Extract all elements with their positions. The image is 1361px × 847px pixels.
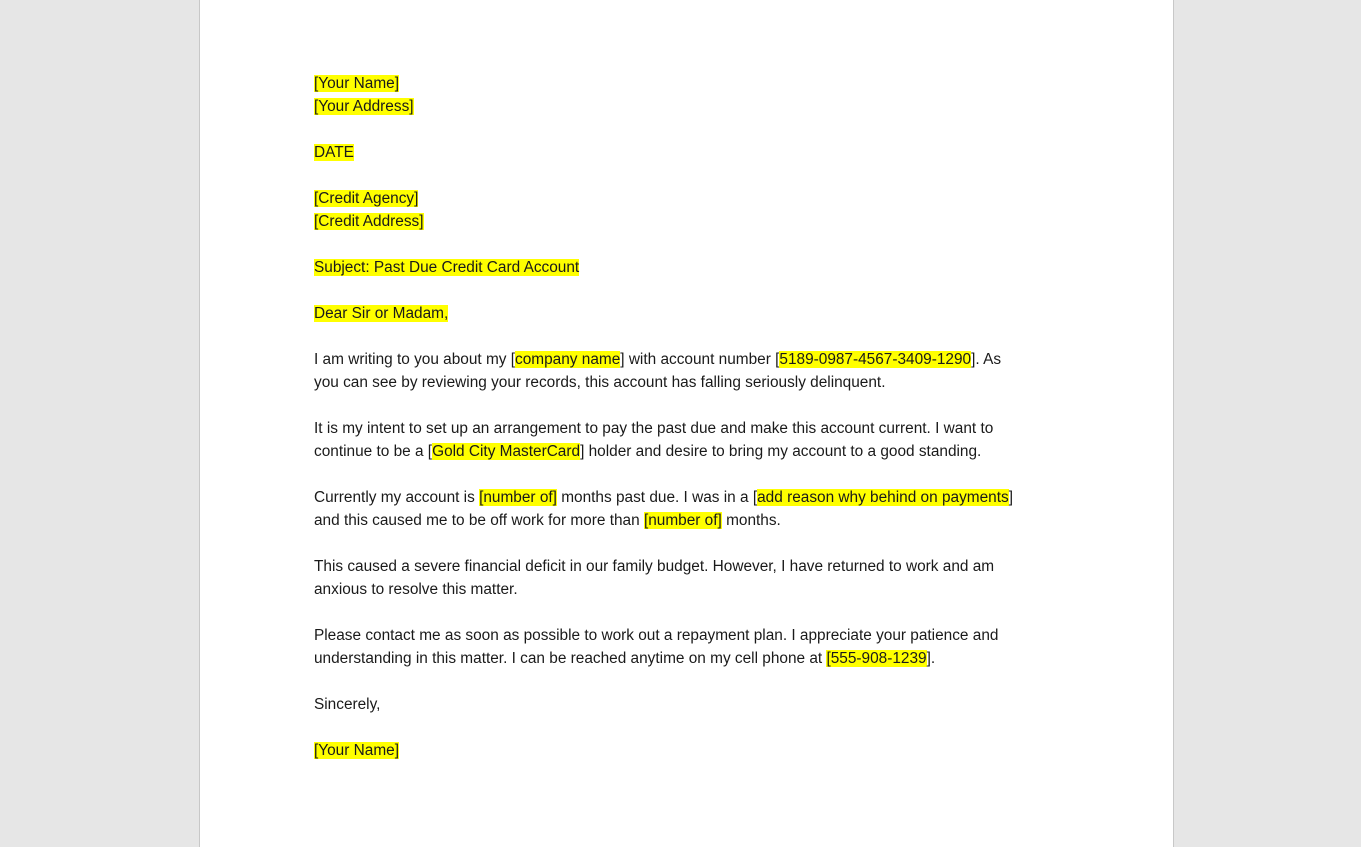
agency-address: [Credit Address] xyxy=(314,213,424,230)
letter-subject: Subject: Past Due Credit Card Account xyxy=(314,259,580,276)
p3-text-4: and this caused me to be off work for more than xyxy=(314,512,644,529)
letter-closing: Sincerely, xyxy=(314,696,381,713)
p1-text-3: ]. As xyxy=(971,351,1002,368)
paragraph-deficit xyxy=(314,555,1059,601)
sender-name: [Your Name] xyxy=(314,75,399,92)
months-past-due-field: [number of] xyxy=(479,489,557,506)
account-number-field: 5189-0987-4567-3409-1290 xyxy=(779,351,972,368)
signature-block xyxy=(314,739,1059,762)
letter-salutation: Dear Sir or Madam, xyxy=(314,305,449,322)
p3-text-5: months. xyxy=(721,512,781,529)
recipient-block xyxy=(314,187,1059,233)
p1-text-2: ] with account number [ xyxy=(620,351,780,368)
p1-text-1: I am writing to you about my [ xyxy=(314,351,516,368)
paragraph-account xyxy=(314,348,1059,394)
closing-block xyxy=(314,693,1059,716)
p3-text-1: Currently my account is xyxy=(314,489,480,506)
p2-line-1: It is my intent to set up an arrangement to pay the past due and make this account current. I want to xyxy=(314,420,994,437)
company-name-field: company name xyxy=(515,351,621,368)
p2-text-1: continue to be a [ xyxy=(314,443,433,460)
p3-text-2: months past due. I was in a [ xyxy=(556,489,758,506)
p4-line-2: anxious to resolve this matter. xyxy=(314,581,518,598)
phone-field: [555-908-1239 xyxy=(826,650,927,667)
paragraph-status xyxy=(314,486,1059,532)
p3-text-3: ] xyxy=(1008,489,1013,506)
document-page[interactable] xyxy=(199,0,1174,847)
letter-body xyxy=(314,72,1059,762)
months-off-work-field: [number of] xyxy=(643,512,722,529)
paragraph-contact xyxy=(314,624,1059,670)
date-block xyxy=(314,141,1059,164)
p4-line-1: This caused a severe financial deficit in our family budget. However, I have returned to work and am xyxy=(314,558,995,575)
reason-field: add reason why behind on payments xyxy=(757,489,1009,506)
p5-text-1: understanding in this matter. I can be reached anytime on my cell phone at xyxy=(314,650,827,667)
subject-block xyxy=(314,256,1059,279)
signature-name: [Your Name] xyxy=(314,742,399,759)
salutation-block xyxy=(314,302,1059,325)
p5-text-2: ]. xyxy=(926,650,936,667)
sender-address: [Your Address] xyxy=(314,98,414,115)
paragraph-intent xyxy=(314,417,1059,463)
card-name-field: Gold City MasterCard xyxy=(432,443,581,460)
agency-name: [Credit Agency] xyxy=(314,190,419,207)
p1-line-2: you can see by reviewing your records, this account has falling seriously delinquent. xyxy=(314,374,886,391)
sender-block xyxy=(314,72,1059,118)
p5-line-1: Please contact me as soon as possible to work out a repayment plan. I appreciate your patience and xyxy=(314,627,999,644)
p2-text-2: ] holder and desire to bring my account to a good standing. xyxy=(580,443,982,460)
letter-date: DATE xyxy=(314,144,354,161)
